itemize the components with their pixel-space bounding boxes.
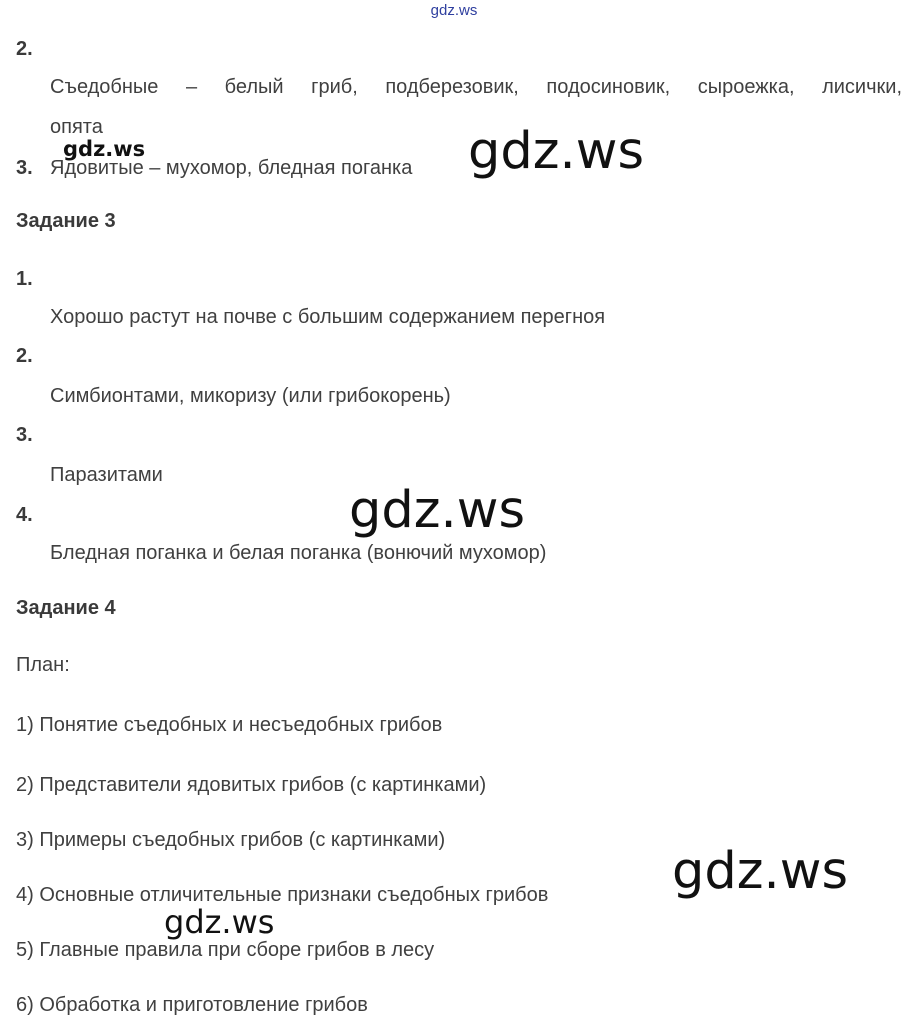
task-4-heading: Задание 4 (16, 597, 116, 619)
answer-text: Хорошо растут на почве с большим содержанием перегноя (50, 306, 606, 328)
watermark: gdz.ws (672, 842, 849, 901)
plan-item: 2) Представители ядовитых грибов (с картинками) (16, 774, 487, 796)
answer-text: Съедобные – белый гриб, подберезовик, подосиновик, сыроежка, лисички, (50, 76, 902, 98)
watermark-top: gdz.ws (430, 2, 478, 19)
item-number: 3. (16, 424, 33, 446)
answer-text: Ядовитые – мухомор, бледная поганка (50, 157, 413, 179)
plan-item: 3) Примеры съедобных грибов (с картинками) (16, 829, 446, 851)
item-number: 4. (16, 504, 33, 526)
item-number: 3. (16, 157, 33, 179)
watermark: gdz.ws (349, 481, 526, 540)
plan-item: 6) Обработка и приготовление грибов (16, 994, 368, 1016)
answer-text-continued: опята (50, 116, 103, 138)
plan-item: 5) Главные правила при сборе грибов в лесу (16, 939, 435, 961)
watermark: gdz.ws (468, 122, 645, 181)
answer-text: Бледная поганка и белая поганка (вонючий мухомор) (50, 542, 547, 564)
item-number: 2. (16, 38, 33, 60)
item-number: 2. (16, 345, 33, 367)
answer-text: Паразитами (50, 464, 163, 486)
item-number: 1. (16, 268, 33, 290)
watermark: gdz.ws (164, 903, 275, 941)
answer-text: Симбионтами, микоризу (или грибокорень) (50, 385, 451, 407)
task-3-heading: Задание 3 (16, 210, 116, 232)
plan-item: 1) Понятие съедобных и несъедобных грибов (16, 714, 443, 736)
plan-label: План: (16, 654, 70, 676)
watermark: gdz.ws (63, 137, 146, 161)
plan-item: 4) Основные отличительные признаки съедобных грибов (16, 884, 549, 906)
